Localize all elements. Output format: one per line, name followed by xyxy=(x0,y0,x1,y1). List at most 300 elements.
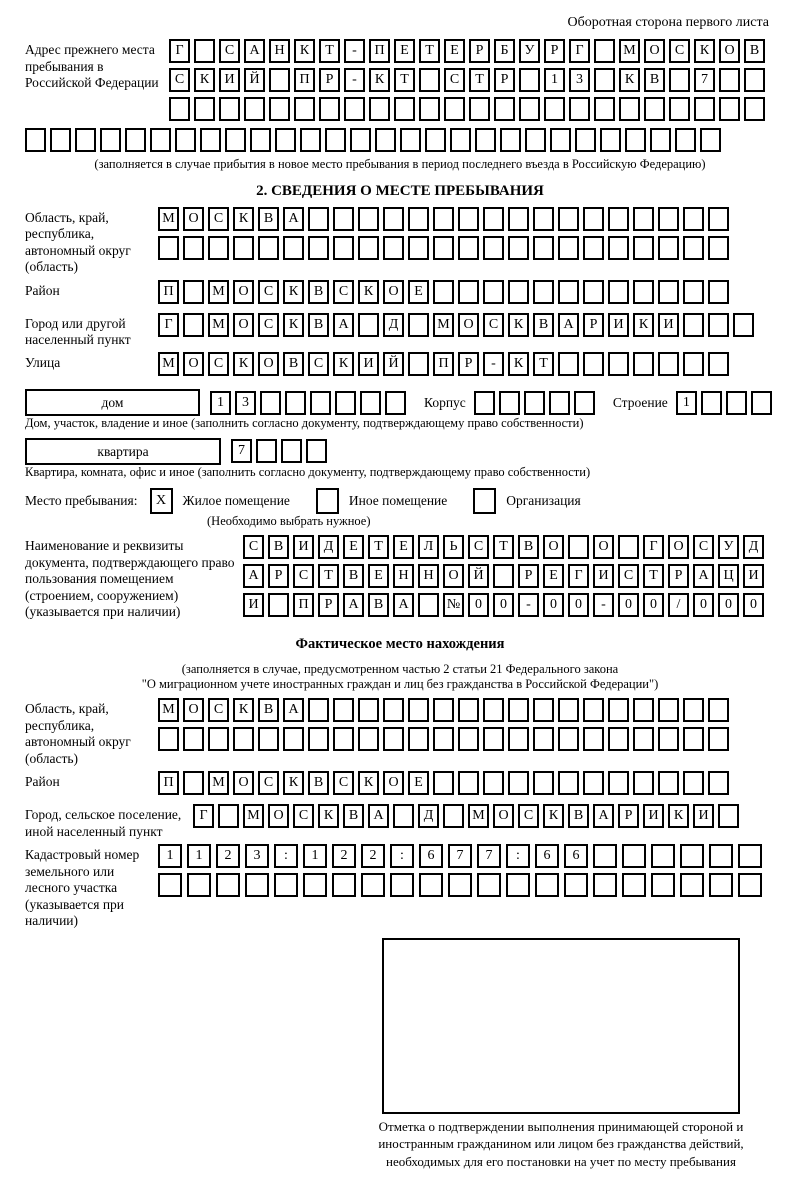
char-box: А xyxy=(244,39,265,63)
char-box: С xyxy=(208,352,229,376)
char-box xyxy=(244,97,265,121)
char-box xyxy=(433,727,454,751)
char-box xyxy=(608,727,629,751)
char-box xyxy=(383,698,404,722)
char-box: М xyxy=(433,313,454,337)
char-box: К xyxy=(283,771,304,795)
char-box xyxy=(358,207,379,231)
char-box: Т xyxy=(318,564,339,588)
char-box: Е xyxy=(393,535,414,559)
stay-street-label: Улица xyxy=(25,355,61,371)
char-box: 0 xyxy=(693,593,714,617)
stay-city-row xyxy=(158,313,758,337)
actual-district-row xyxy=(158,771,733,795)
char-box xyxy=(358,727,379,751)
char-box xyxy=(583,771,604,795)
char-box xyxy=(708,727,729,751)
char-box xyxy=(533,280,554,304)
char-box xyxy=(408,313,429,337)
char-box xyxy=(308,236,329,260)
char-box xyxy=(593,873,617,897)
char-box xyxy=(533,236,554,260)
char-box xyxy=(418,593,439,617)
char-box xyxy=(569,97,590,121)
char-box: Р xyxy=(518,564,539,588)
char-box xyxy=(494,97,515,121)
stay-region-row-1 xyxy=(158,207,775,231)
char-box: В xyxy=(258,207,279,231)
char-box: О xyxy=(668,535,689,559)
char-box: О xyxy=(383,280,404,304)
char-box: В xyxy=(308,280,329,304)
char-box xyxy=(506,873,530,897)
char-box: О xyxy=(593,535,614,559)
char-box: Й xyxy=(468,564,489,588)
char-box: С xyxy=(293,564,314,588)
char-box: М xyxy=(619,39,640,63)
char-box: : xyxy=(390,844,414,868)
char-box: А xyxy=(558,313,579,337)
char-box: Г xyxy=(169,39,190,63)
char-box xyxy=(658,698,679,722)
stay-region-block xyxy=(25,207,775,276)
char-box: В xyxy=(368,593,389,617)
char-box xyxy=(233,236,254,260)
char-box: В xyxy=(343,564,364,588)
char-box xyxy=(524,391,545,415)
char-box xyxy=(100,128,121,152)
house-type-box: дом xyxy=(25,389,200,416)
cadastral-row-1 xyxy=(158,844,775,868)
korpus-label: Корпус xyxy=(424,394,466,410)
char-box: 6 xyxy=(535,844,559,868)
char-box: Е xyxy=(543,564,564,588)
char-box xyxy=(183,280,204,304)
char-box xyxy=(633,771,654,795)
char-box: Р xyxy=(583,313,604,337)
char-box: К xyxy=(333,352,354,376)
char-box xyxy=(390,873,414,897)
char-box: Г xyxy=(193,804,214,828)
char-box: 0 xyxy=(543,593,564,617)
char-box xyxy=(519,68,540,92)
char-box xyxy=(308,207,329,231)
actual-city-row xyxy=(193,804,743,828)
char-box xyxy=(233,727,254,751)
char-box: П xyxy=(158,280,179,304)
premises-type-row xyxy=(25,488,775,514)
char-box xyxy=(508,207,529,231)
stamp-note: Отметка о подтверждении выполнения принимающей стороной и иностранным гражданином или лицом без гражданства действий, необходимых для его постановки на учет по месту пребывания xyxy=(378,1118,744,1169)
char-box xyxy=(608,352,629,376)
char-box xyxy=(275,128,296,152)
char-box xyxy=(150,128,171,152)
section2-title: 2. СВЕДЕНИЯ О МЕСТЕ ПРЕБЫВАНИЯ xyxy=(256,183,544,200)
char-box: Г xyxy=(569,39,590,63)
organization-label: Организация xyxy=(506,492,581,508)
char-box: В xyxy=(644,68,665,92)
char-box xyxy=(683,771,704,795)
char-box: А xyxy=(283,698,304,722)
char-box: В xyxy=(518,535,539,559)
char-box xyxy=(419,873,443,897)
char-box xyxy=(258,727,279,751)
prev-address-row-3 xyxy=(169,97,775,121)
char-box xyxy=(658,771,679,795)
char-box: А xyxy=(693,564,714,588)
char-box xyxy=(608,207,629,231)
char-box xyxy=(619,97,640,121)
char-box: И xyxy=(293,535,314,559)
char-box: К xyxy=(543,804,564,828)
char-box: Р xyxy=(544,39,565,63)
char-box xyxy=(443,804,464,828)
char-box xyxy=(483,727,504,751)
char-box xyxy=(344,97,365,121)
char-box: В xyxy=(744,39,765,63)
char-box: С xyxy=(258,280,279,304)
char-box xyxy=(183,313,204,337)
char-box: К xyxy=(318,804,339,828)
char-box: А xyxy=(593,804,614,828)
char-box: 0 xyxy=(493,593,514,617)
char-box: А xyxy=(243,564,264,588)
actual-location-title: Фактическое место нахождения xyxy=(295,636,505,653)
char-box xyxy=(408,352,429,376)
char-box xyxy=(683,236,704,260)
char-box xyxy=(433,207,454,231)
actual-city-block xyxy=(25,804,775,840)
char-box xyxy=(519,97,540,121)
char-box: - xyxy=(518,593,539,617)
char-box: О xyxy=(719,39,740,63)
char-box xyxy=(433,771,454,795)
char-box xyxy=(669,97,690,121)
char-box xyxy=(583,698,604,722)
char-box xyxy=(425,128,446,152)
char-box xyxy=(744,97,765,121)
char-box xyxy=(225,128,246,152)
char-box: О xyxy=(233,313,254,337)
char-box: Н xyxy=(393,564,414,588)
char-box xyxy=(300,128,321,152)
char-box: Т xyxy=(493,535,514,559)
char-box xyxy=(483,771,504,795)
char-box: Е xyxy=(343,535,364,559)
char-box xyxy=(477,873,501,897)
char-box xyxy=(269,97,290,121)
char-box xyxy=(408,727,429,751)
apartment-type-box: квартира xyxy=(25,438,221,465)
char-box: 2 xyxy=(216,844,240,868)
actual-district-block xyxy=(25,771,775,800)
char-box xyxy=(383,236,404,260)
char-box: В xyxy=(568,804,589,828)
stay-region-label: Область, край, республика, автономный округ (область) xyxy=(25,209,131,275)
char-box xyxy=(525,128,546,152)
stamp-section xyxy=(365,938,757,1171)
char-box: К xyxy=(668,804,689,828)
char-box: Л xyxy=(418,535,439,559)
residential-checkbox: X xyxy=(150,488,173,514)
char-box xyxy=(444,97,465,121)
char-box: С xyxy=(258,313,279,337)
char-box: 0 xyxy=(568,593,589,617)
char-box xyxy=(474,391,495,415)
char-box: С xyxy=(468,535,489,559)
char-box: Т xyxy=(319,39,340,63)
char-box: В xyxy=(343,804,364,828)
page-side-note: Оборотная сторона первого листа xyxy=(567,15,769,30)
char-box: П xyxy=(158,771,179,795)
char-box xyxy=(158,727,179,751)
document-row-3 xyxy=(243,593,775,617)
char-box xyxy=(608,771,629,795)
char-box xyxy=(483,698,504,722)
char-box xyxy=(738,844,762,868)
char-box: В xyxy=(268,535,289,559)
char-box xyxy=(283,236,304,260)
actual-region-label: Область, край, республика, автономный округ (область) xyxy=(25,701,131,766)
char-box xyxy=(508,280,529,304)
char-box xyxy=(726,391,747,415)
char-box: С xyxy=(669,39,690,63)
char-box xyxy=(708,236,729,260)
char-box xyxy=(394,97,415,121)
char-box: С xyxy=(293,804,314,828)
char-box: Н xyxy=(269,39,290,63)
char-box: Р xyxy=(458,352,479,376)
char-box: 0 xyxy=(468,593,489,617)
char-box: С xyxy=(169,68,190,92)
char-box xyxy=(683,207,704,231)
char-box: К xyxy=(233,352,254,376)
char-box xyxy=(594,68,615,92)
char-box xyxy=(558,352,579,376)
char-box: М xyxy=(243,804,264,828)
char-box xyxy=(650,128,671,152)
char-box xyxy=(550,128,571,152)
char-box: К xyxy=(619,68,640,92)
char-box: С xyxy=(219,39,240,63)
char-box: П xyxy=(433,352,454,376)
char-box: И xyxy=(643,804,664,828)
char-box xyxy=(358,313,379,337)
char-box: 0 xyxy=(643,593,664,617)
char-box xyxy=(283,727,304,751)
char-box xyxy=(469,97,490,121)
char-box: К xyxy=(283,313,304,337)
char-box xyxy=(268,593,289,617)
char-box xyxy=(708,207,729,231)
char-box xyxy=(194,97,215,121)
char-box: 0 xyxy=(743,593,764,617)
char-box xyxy=(169,97,190,121)
char-box xyxy=(183,236,204,260)
char-box: Е xyxy=(394,39,415,63)
char-box: О xyxy=(443,564,464,588)
char-box xyxy=(483,280,504,304)
char-box xyxy=(175,128,196,152)
char-box: К xyxy=(358,280,379,304)
char-box: Т xyxy=(469,68,490,92)
char-box xyxy=(325,128,346,152)
char-box: С xyxy=(483,313,504,337)
char-box xyxy=(558,207,579,231)
char-box xyxy=(260,391,281,415)
char-box: Т xyxy=(533,352,554,376)
char-box xyxy=(669,68,690,92)
char-box xyxy=(25,128,46,152)
char-box xyxy=(258,236,279,260)
char-box xyxy=(458,771,479,795)
char-box: : xyxy=(506,844,530,868)
char-box xyxy=(583,352,604,376)
char-box xyxy=(125,128,146,152)
char-box: Т xyxy=(643,564,664,588)
house-row xyxy=(25,389,775,416)
char-box xyxy=(683,727,704,751)
apartment-cells xyxy=(231,439,331,463)
char-box xyxy=(708,280,729,304)
char-box: М xyxy=(208,771,229,795)
char-box xyxy=(738,873,762,897)
cadastral-block xyxy=(25,844,775,929)
char-box xyxy=(332,873,356,897)
char-box xyxy=(419,68,440,92)
char-box: Ц xyxy=(718,564,739,588)
house-number-cells xyxy=(210,391,410,415)
korpus-cells xyxy=(474,391,599,415)
char-box: О xyxy=(543,535,564,559)
char-box: 3 xyxy=(235,391,256,415)
char-box xyxy=(245,873,269,897)
char-box: В xyxy=(258,698,279,722)
char-box: К xyxy=(294,39,315,63)
char-box xyxy=(450,128,471,152)
char-box xyxy=(694,97,715,121)
char-box xyxy=(303,873,327,897)
char-box xyxy=(680,873,704,897)
char-box: Д xyxy=(383,313,404,337)
char-box: С xyxy=(333,280,354,304)
char-box: И xyxy=(593,564,614,588)
char-box: 1 xyxy=(158,844,182,868)
actual-location-note-1: (заполняется в случае, предусмотренном частью 2 статьи 21 Федерального закона xyxy=(181,661,619,676)
char-box: 0 xyxy=(618,593,639,617)
char-box xyxy=(350,128,371,152)
char-box xyxy=(658,280,679,304)
char-box: Й xyxy=(244,68,265,92)
char-box xyxy=(458,698,479,722)
char-box xyxy=(400,128,421,152)
char-box: Р xyxy=(268,564,289,588)
prev-address-rows xyxy=(169,39,775,126)
char-box xyxy=(358,236,379,260)
char-box: 6 xyxy=(419,844,443,868)
stay-street-block xyxy=(25,352,775,381)
char-box xyxy=(701,391,722,415)
stay-street-row xyxy=(158,352,733,376)
char-box: С xyxy=(243,535,264,559)
char-box xyxy=(608,698,629,722)
char-box xyxy=(508,771,529,795)
char-box xyxy=(622,873,646,897)
char-box xyxy=(651,844,675,868)
char-box xyxy=(208,727,229,751)
char-box: / xyxy=(668,593,689,617)
char-box: И xyxy=(608,313,629,337)
char-box: О xyxy=(458,313,479,337)
char-box: О xyxy=(183,698,204,722)
stay-district-label: Район xyxy=(25,282,60,298)
char-box: И xyxy=(658,313,679,337)
char-box xyxy=(458,236,479,260)
actual-region-row-2 xyxy=(158,727,775,751)
char-box xyxy=(158,873,182,897)
document-block xyxy=(25,535,775,622)
char-box xyxy=(708,698,729,722)
char-box xyxy=(708,771,729,795)
char-box xyxy=(683,698,704,722)
char-box: Н xyxy=(418,564,439,588)
char-box xyxy=(608,280,629,304)
char-box: Й xyxy=(383,352,404,376)
char-box xyxy=(600,128,621,152)
char-box: Д xyxy=(318,535,339,559)
char-box xyxy=(419,97,440,121)
actual-region-block xyxy=(25,698,775,767)
char-box xyxy=(319,97,340,121)
char-box xyxy=(558,236,579,260)
char-box: 3 xyxy=(245,844,269,868)
char-box xyxy=(219,97,240,121)
char-box: М xyxy=(208,280,229,304)
actual-region-row-1 xyxy=(158,698,775,722)
char-box: К xyxy=(508,352,529,376)
char-box xyxy=(558,280,579,304)
char-box xyxy=(583,207,604,231)
char-box xyxy=(535,873,559,897)
char-box xyxy=(751,391,772,415)
char-box xyxy=(633,698,654,722)
char-box: А xyxy=(283,207,304,231)
char-box: А xyxy=(368,804,389,828)
char-box: Р xyxy=(318,593,339,617)
char-box: - xyxy=(483,352,504,376)
char-box: № xyxy=(443,593,464,617)
char-box xyxy=(433,236,454,260)
char-box xyxy=(458,207,479,231)
other-premises-checkbox xyxy=(316,488,339,514)
char-box xyxy=(593,844,617,868)
actual-location-note-2: "О миграционном учете иностранных граждан и лиц без гражданства в Российской Федерации") xyxy=(141,677,659,692)
char-box xyxy=(719,68,740,92)
char-box: И xyxy=(743,564,764,588)
char-box xyxy=(187,873,211,897)
stay-city-block xyxy=(25,313,775,349)
char-box xyxy=(433,280,454,304)
char-box xyxy=(709,844,733,868)
char-box: Ь xyxy=(443,535,464,559)
char-box: М xyxy=(468,804,489,828)
char-box xyxy=(183,771,204,795)
char-box: С xyxy=(208,698,229,722)
char-box xyxy=(458,727,479,751)
premises-type-label: Место пребывания: xyxy=(25,492,138,508)
char-box: С xyxy=(618,564,639,588)
char-box xyxy=(458,280,479,304)
